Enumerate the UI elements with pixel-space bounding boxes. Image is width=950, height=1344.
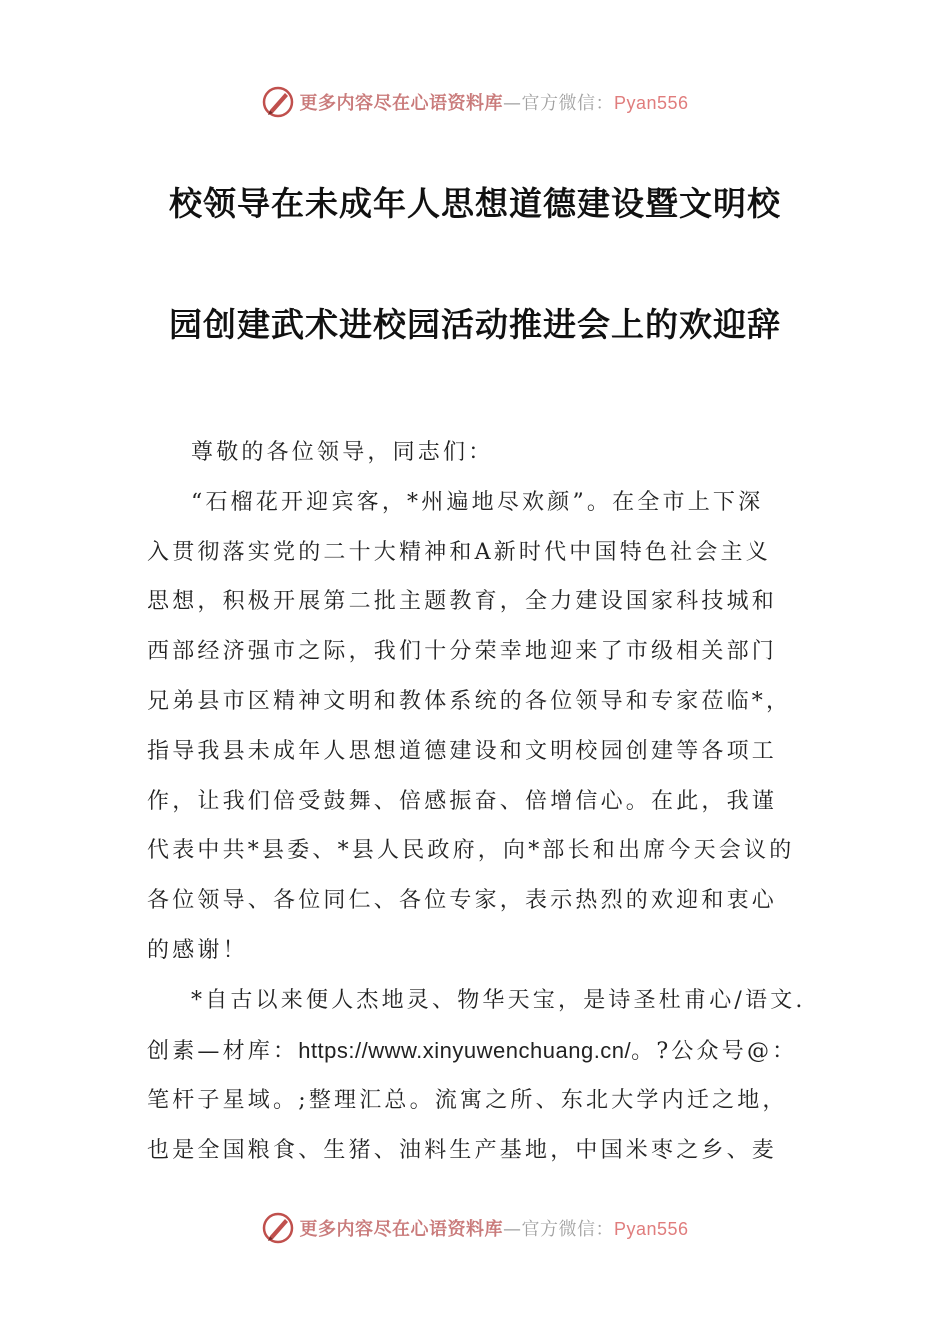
paragraph-1-line: 的感谢！ <box>147 937 248 963</box>
paragraph-1-line: 代表中共*县委、*县人民政府，向*部长和出席今天会议的 <box>147 838 795 864</box>
watermark-label: 官方微信： <box>521 93 614 114</box>
pen-logo-icon <box>261 1211 295 1245</box>
website-link[interactable]: https://www.xinyuwenchuang.cn/ <box>298 1037 632 1063</box>
watermark-dash: — <box>502 93 522 114</box>
salutation: 尊敬的各位领导，同志们： <box>191 440 494 465</box>
paragraph-1-line: 入贯彻落实党的二十大精神和A新时代中国特色社会主义 <box>147 539 771 565</box>
paragraph-2-line: 笔杆子星域。;整理汇总。流寓之所、东北大学内迁之地， <box>147 1088 788 1114</box>
paragraph-2-text: 。?公众号@： <box>631 1038 798 1064</box>
watermark-dash: — <box>502 1219 522 1240</box>
doc-body <box>147 428 812 1176</box>
header-watermark <box>0 82 950 122</box>
watermark-main: 更多内容尽在心语资料库 <box>299 1219 503 1240</box>
watermark-label: 官方微信： <box>521 1219 614 1240</box>
paragraph-1-line: 西部经济强市之际，我们十分荣幸地迎来了市级相关部门 <box>147 639 778 665</box>
paragraph-2-line: 也是全国粮食、生猪、油料生产基地，中国米枣之乡、麦 <box>147 1138 778 1164</box>
paragraph-2-text: 创素—材库： <box>147 1038 299 1064</box>
paragraph-1-line: 各位领导、各位同仁、各位专家，表示热烈的欢迎和衷心 <box>147 888 778 914</box>
paragraph-1-line: 指导我县未成年人思想道德建设和文明校园创建等各项工 <box>147 738 778 764</box>
doc-title-line-2: 园创建武术进校园活动推进会上的欢迎辞 <box>169 305 781 344</box>
paragraph-1-line: 作，让我们倍受鼓舞、倍感振奋、倍增信心。在此，我谨 <box>147 788 778 814</box>
watermark-main: 更多内容尽在心语资料库 <box>299 93 503 114</box>
paragraph-1-line: 兄弟县市区精神文明和教体系统的各位领导和专家莅临*， <box>147 688 792 714</box>
pen-logo-icon <box>261 85 295 119</box>
footer-watermark <box>0 1208 950 1248</box>
paragraph-1-line: 思想，积极开展第二批主题教育，全力建设国家科技城和 <box>147 589 778 615</box>
paragraph-2-line <box>147 1026 812 1077</box>
doc-title-line-1: 校领导在未成年人思想道德建设暨文明校 <box>169 184 781 223</box>
watermark-id: Pyan556 <box>613 93 689 113</box>
paragraph-2-line: *自古以来便人杰地灵、物华天宝，是诗圣杜甫心/语文. <box>191 987 806 1013</box>
watermark-id: Pyan556 <box>613 1219 689 1239</box>
watermark-text <box>299 1215 688 1241</box>
paragraph-1-line: “石榴花开迎宾客，*州遍地尽欢颜”。在全市上下深 <box>191 489 764 515</box>
watermark-text <box>299 89 688 115</box>
